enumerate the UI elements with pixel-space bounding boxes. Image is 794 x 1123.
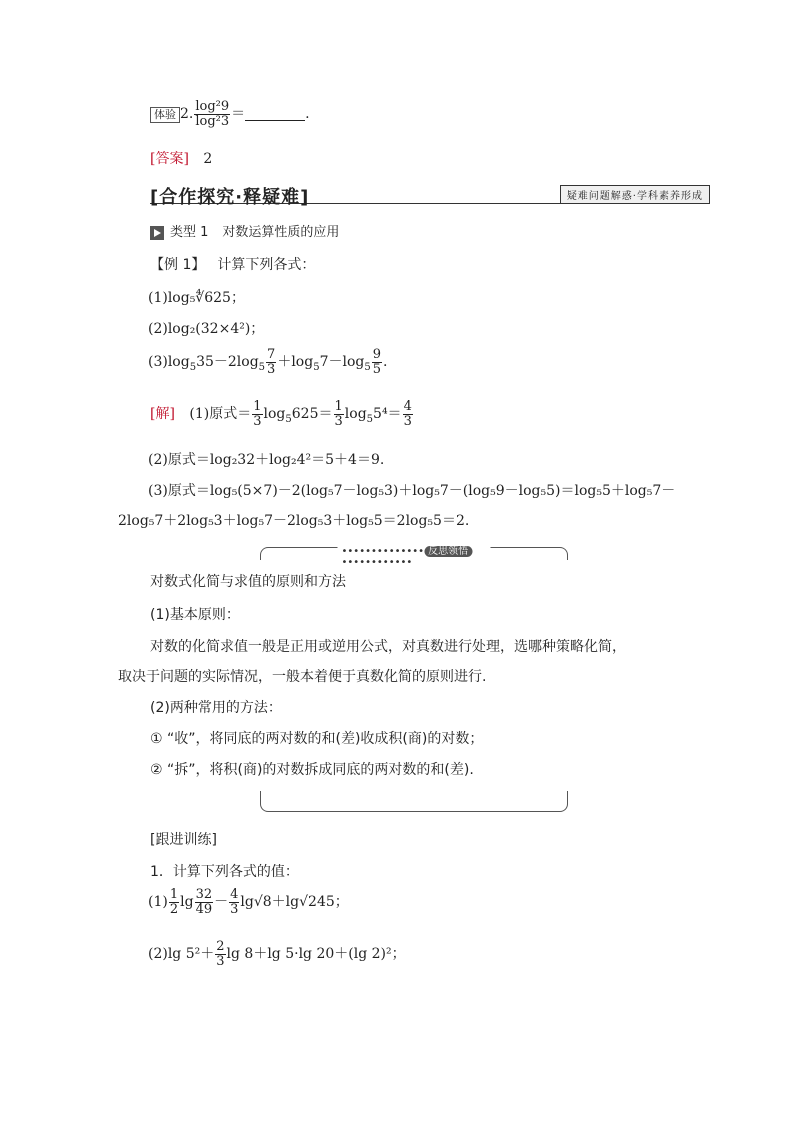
log-fraction: $\frac{\text{log²9}}{\text{log²3}}$ <box>195 99 230 129</box>
type-label: 类型 1 <box>170 225 209 240</box>
practice-question: 1．计算下列各式的值： <box>150 864 299 880</box>
example-q3: $(3)\log_535-2\log_5$ $\frac{7}{3}$ $+\log_57-\log_5$ $\frac{9}{5}$ . <box>148 347 388 377</box>
solution-1: [解] (1)原式＝ $\frac{1}{3}$ $\log_5625=$ $\frac{1}{3}$ $\log_55^4=$ $\frac{4}{3}$ <box>150 399 412 429</box>
solution-label: [解] <box>150 406 175 423</box>
reflection-heading: 对数式化简与求值的原则和方法 <box>150 574 346 590</box>
solution-3-line2: 2log₅7＋2log₅3＋log₅7－2log₅3＋log₅5＝2log₅5＝2. <box>118 513 470 529</box>
example-label: 【例 1】 <box>150 257 206 273</box>
example-prompt: 计算下列各式： <box>217 257 316 273</box>
fraction-7-3: $\frac{7}{3}$ <box>267 347 276 377</box>
reflection-p3: (2)两种常用的方法： <box>150 700 282 716</box>
answer-blank <box>245 108 305 121</box>
solution-3-line1: (3)原式＝log₅(5×7)－2(log₅7－log₅3)＋log₅7－(log₅9－log₅5)＝log₅5＋log₅7－ <box>148 483 676 499</box>
experience-number: 2. <box>180 106 194 123</box>
section-banner: 疑难问题解惑·学科素养形成 <box>560 185 710 204</box>
reflection-p5: ② “拆”，将积(商)的对数拆成同底的两对数的和(差). <box>150 762 474 778</box>
reflection-label: 反思领悟 <box>424 546 472 557</box>
fraction-9-5: $\frac{9}{5}$ <box>372 347 382 377</box>
reflection-box: •••••••••••••• 反思领悟•••••••••••• <box>260 547 566 812</box>
experience-tag: 体验 <box>150 107 180 123</box>
example-q2: (2)log₂(32×4²)； <box>148 321 265 337</box>
solution-2: (2)原式＝log₂32＋log₂4²＝5＋4＝9. <box>148 452 385 468</box>
answer-label: [答案] <box>150 151 189 167</box>
reflection-p4: ① “收”，将同底的两对数的和(差)收成积(商)的对数； <box>150 731 484 747</box>
practice-label: [跟进训练] <box>150 832 217 848</box>
experience-line: 体验 2. $\frac{\text{log²9}}{\text{log²3}}$ ＝ . <box>150 100 310 128</box>
section-title: [合作探究·释疑难] <box>150 187 310 208</box>
reflection-p2b: 取决于问题的实际情况，一般本着便于真数化简的原则进行. <box>118 669 487 685</box>
play-triangle-icon <box>150 226 164 240</box>
practice-p2: (2)lg 5²＋ $\frac{2}{3}$ lg 8＋lg 5·lg 20＋(lg 2)²； <box>148 939 406 969</box>
section-heading-bar <box>150 183 710 208</box>
type-title: 对数运算性质的应用 <box>222 225 340 240</box>
example-header <box>150 254 315 274</box>
reflection-p1: (1)基本原则： <box>150 607 240 623</box>
reflection-p2a: 对数的化简求值一般是正用或逆用公式，对真数进行处理，选哪种策略化简， <box>150 639 626 655</box>
answer-line <box>150 148 212 168</box>
example-q1: (1)log₅∜625； <box>148 290 245 306</box>
practice-p1: (1) $\frac{1}{2}$ lg $\frac{32}{49}$ － $\frac{4}{3}$ lg√8＋lg√245； <box>148 887 349 917</box>
type-row <box>150 221 339 240</box>
answer-value: 2 <box>203 151 213 167</box>
